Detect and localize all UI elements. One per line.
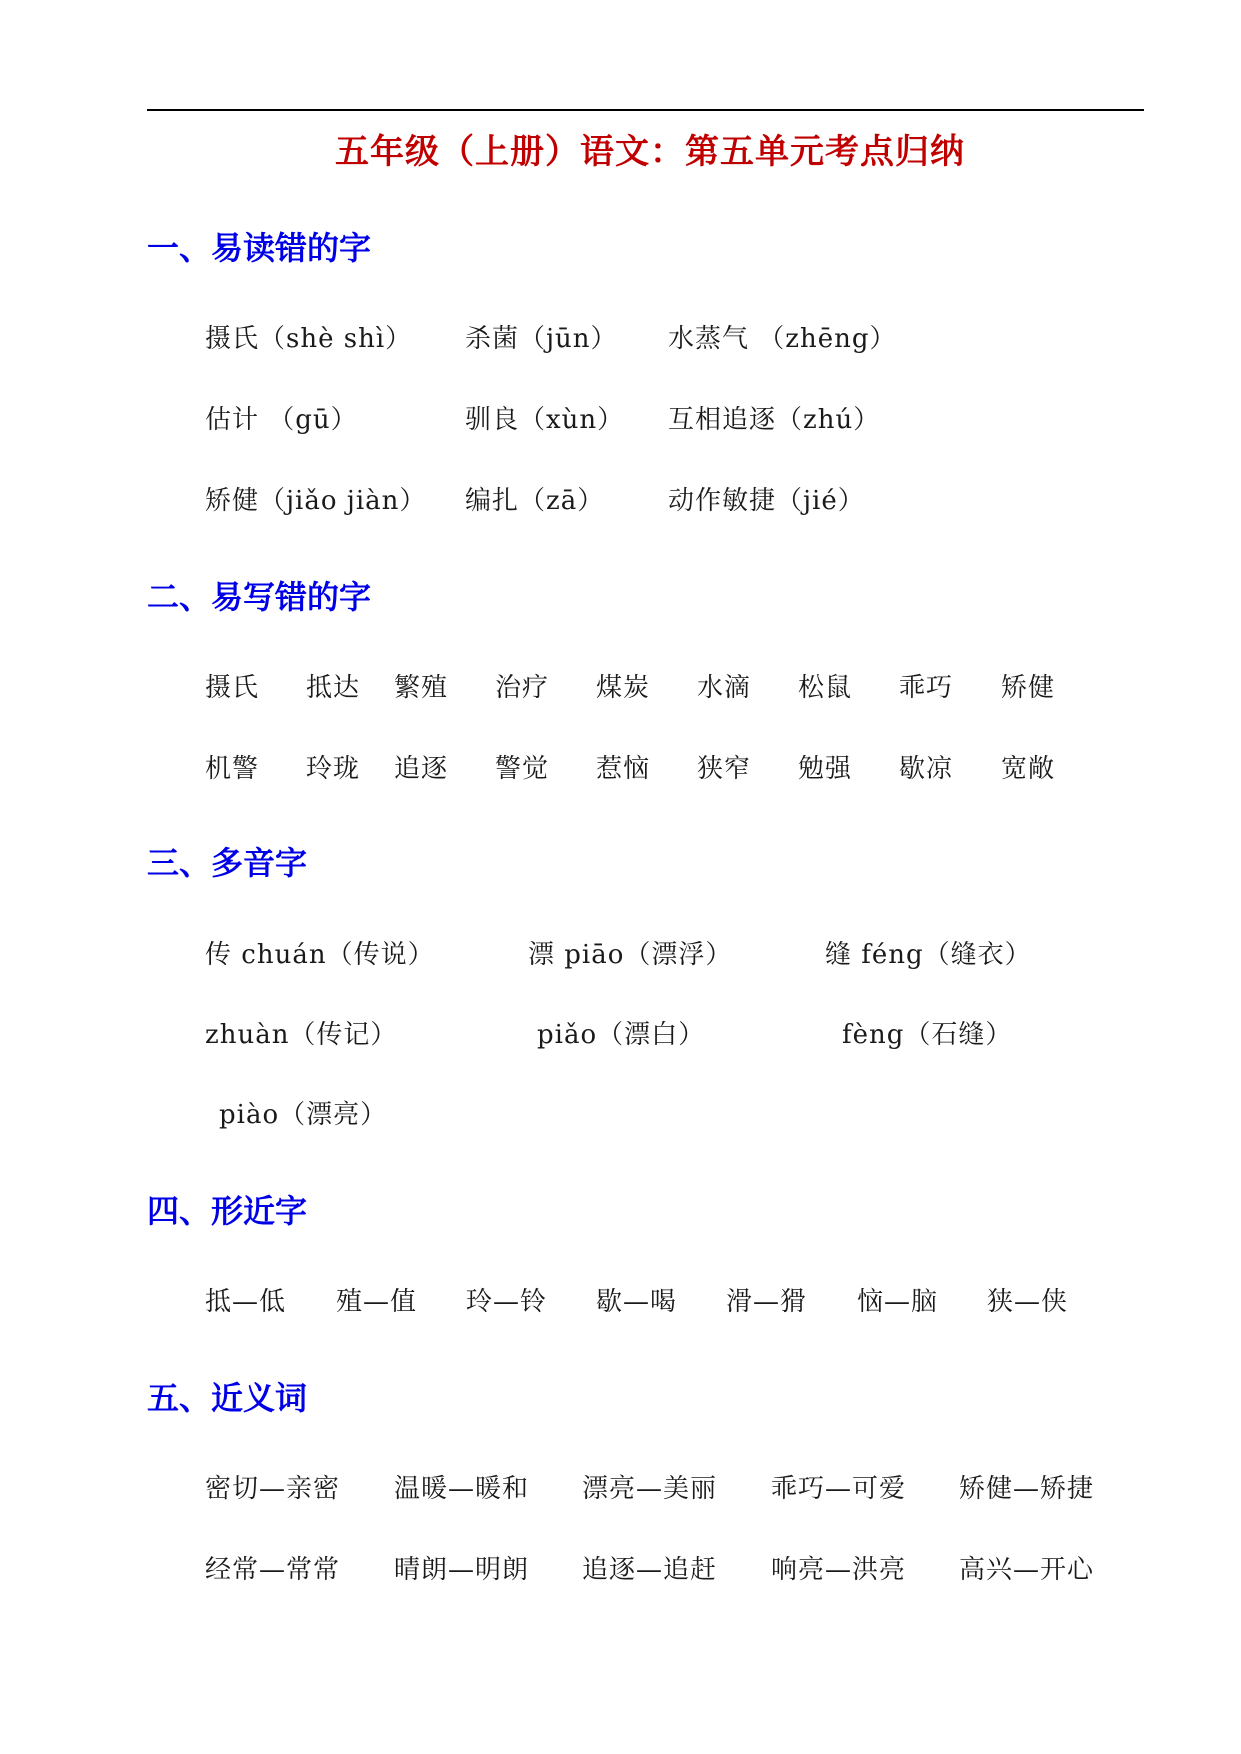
word-item: 歇凉 (899, 754, 954, 784)
word-item: 狭—侠 (987, 1287, 1069, 1317)
section-heading-polyphonic: 三、多音字 (147, 844, 308, 882)
word-item: 煤炭 (596, 673, 651, 703)
word-item: zhuàn（传记） (205, 1020, 398, 1050)
word-item: 矫健—矫捷 (959, 1474, 1095, 1504)
word-item: fèng（石缝） (842, 1020, 1013, 1050)
word-item: 摄氏 (205, 673, 260, 703)
word-item: 歇—喝 (596, 1287, 678, 1317)
word-item: 密切—亲密 (205, 1474, 341, 1504)
word-item: 水滴 (697, 673, 752, 703)
word-item: 警觉 (495, 754, 550, 784)
word-item: 估计 （gū） (205, 405, 358, 435)
word-item: 杀菌（jūn） (465, 324, 618, 354)
word-item: 玲—铃 (466, 1287, 548, 1317)
word-item: 抵达 (306, 673, 361, 703)
word-item: 漂 piāo（漂浮） (528, 940, 733, 970)
word-item: 动作敏捷（jié） (668, 486, 865, 516)
word-item: 乖巧—可爱 (771, 1474, 907, 1504)
word-item: piǎo（漂白） (537, 1020, 706, 1050)
word-item: 互相追逐（zhú） (668, 405, 881, 435)
word-item: 恼—脑 (857, 1287, 939, 1317)
word-item: 松鼠 (798, 673, 853, 703)
word-item: 机警 (205, 754, 260, 784)
word-item: 宽敞 (1001, 754, 1056, 784)
word-item: 矫健 (1001, 673, 1056, 703)
section-heading-similar-shape: 四、形近字 (147, 1192, 308, 1230)
section-heading-easy-misread: 一、易读错的字 (147, 229, 372, 267)
word-item: 摄氏（shè shì） (205, 324, 413, 354)
word-item: 水蒸气 （zhēng） (668, 324, 897, 354)
word-item: 狭窄 (697, 754, 752, 784)
word-item: 经常—常常 (205, 1555, 341, 1585)
word-item: 响亮—洪亮 (771, 1555, 907, 1585)
word-item: 编扎（zā） (465, 486, 605, 516)
word-item: 高兴—开心 (959, 1555, 1095, 1585)
word-item: 追逐 (394, 754, 449, 784)
word-item: 殖—值 (336, 1287, 418, 1317)
word-item: piào（漂亮） (219, 1100, 388, 1130)
word-item: 驯良（xùn） (465, 405, 625, 435)
word-item: 缝 féng（缝衣） (825, 940, 1032, 970)
word-item: 繁殖 (394, 673, 449, 703)
word-item: 追逐—追赶 (582, 1555, 718, 1585)
word-item: 温暖—暖和 (394, 1474, 530, 1504)
section-heading-synonyms: 五、近义词 (147, 1379, 308, 1417)
word-item: 漂亮—美丽 (582, 1474, 718, 1504)
word-item: 玲珑 (306, 754, 361, 784)
word-item: 惹恼 (596, 754, 651, 784)
word-item: 治疗 (495, 673, 550, 703)
word-item: 勉强 (798, 754, 853, 784)
word-item: 矫健（jiǎo jiàn） (205, 486, 427, 516)
word-item: 抵—低 (205, 1287, 287, 1317)
word-item: 晴朗—明朗 (394, 1555, 530, 1585)
section-heading-easy-miswrite: 二、易写错的字 (147, 578, 372, 616)
word-item: 传 chuán（传说） (205, 940, 435, 970)
word-item: 乖巧 (899, 673, 954, 703)
word-item: 滑—猾 (726, 1287, 808, 1317)
header-rule (147, 109, 1144, 111)
page-title: 五年级（上册）语文：第五单元考点归纳 (335, 132, 965, 172)
